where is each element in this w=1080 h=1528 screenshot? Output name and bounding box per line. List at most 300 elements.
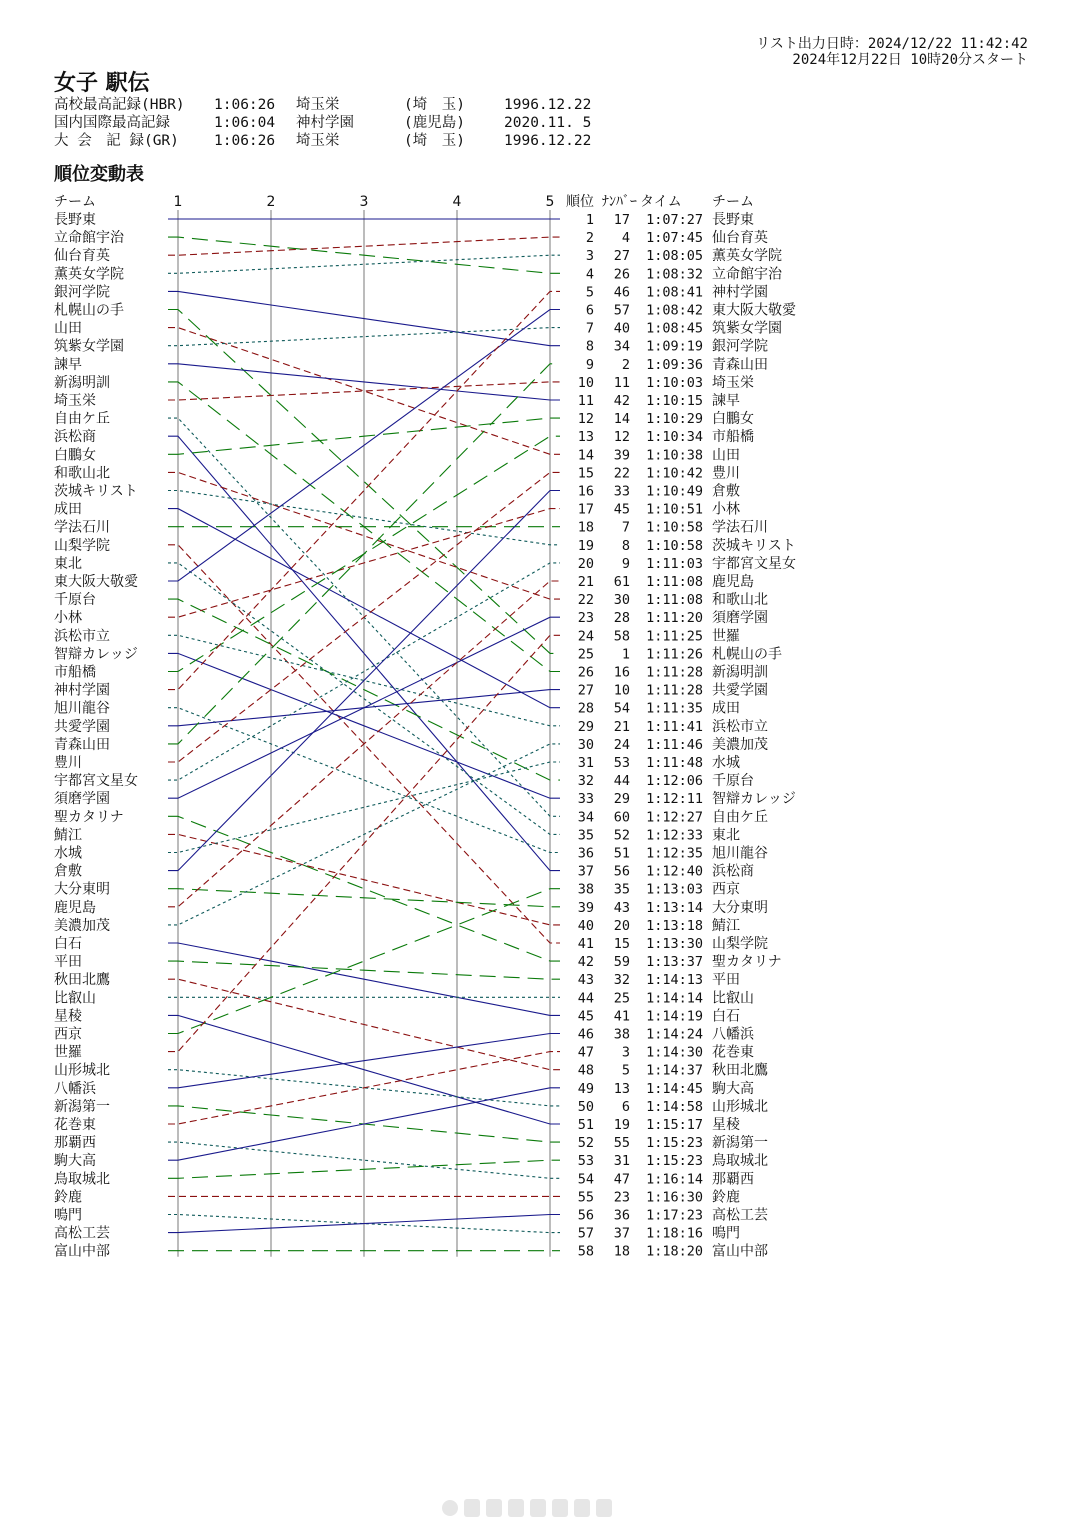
stage-label: 2 <box>266 194 276 210</box>
final-time: 1:11:46 <box>646 736 703 753</box>
final-number: 33 <box>613 483 630 500</box>
stage1-team-label: 浜松商 <box>54 429 96 446</box>
final-time: 1:11:08 <box>646 574 703 590</box>
final-time: 1:11:41 <box>646 718 703 735</box>
stage1-team-label: 鹿児島 <box>54 899 96 916</box>
stage1-team-label: 東大阪大敬愛 <box>54 574 138 590</box>
stage-label: 4 <box>452 194 462 210</box>
final-team: 東北 <box>712 827 740 844</box>
final-rank: 23 <box>577 610 594 627</box>
final-rank: 7 <box>585 320 594 337</box>
final-time: 1:09:19 <box>646 338 703 355</box>
final-rank: 48 <box>577 1062 594 1079</box>
stage1-team-label: 自由ケ丘 <box>54 411 110 428</box>
stage1-team-label: 仙台育英 <box>54 248 110 265</box>
final-number: 23 <box>613 1189 630 1206</box>
final-number: 8 <box>621 537 630 554</box>
final-team: 札幌山の手 <box>712 646 782 663</box>
record-team: 埼玉栄 <box>296 133 340 149</box>
final-number: 28 <box>613 610 630 627</box>
stage1-team-label: 銀河学院 <box>54 284 110 301</box>
stage1-team-label: 世羅 <box>54 1044 82 1061</box>
stage1-team-label: 秋田北鷹 <box>54 972 110 989</box>
final-number: 42 <box>613 393 630 409</box>
stage1-team-label: 和歌山北 <box>54 465 110 482</box>
stage1-team-label: 山田 <box>54 320 82 337</box>
final-time: 1:12:35 <box>646 845 703 862</box>
final-team: 山田 <box>712 447 740 464</box>
final-number: 51 <box>613 845 630 862</box>
stage1-team-label: 美濃加茂 <box>54 917 110 934</box>
final-rank: 46 <box>577 1026 594 1043</box>
final-number: 20 <box>613 917 630 934</box>
final-team: 和歌山北 <box>712 592 768 609</box>
final-time: 1:10:29 <box>646 411 703 428</box>
final-team: 鳥取城北 <box>712 1153 768 1170</box>
stage1-team-label: 長野東 <box>54 212 96 228</box>
final-rank: 22 <box>577 592 594 609</box>
final-number: 45 <box>613 501 630 518</box>
final-rank: 36 <box>577 845 594 862</box>
output-datetime: リスト出力日時：2024/12/22 11:42:42 <box>756 36 1028 52</box>
record-label: 大 会 記 録(GR) <box>54 133 179 149</box>
stage-label: 3 <box>359 194 369 210</box>
final-team: 成田 <box>712 700 740 717</box>
stage1-team-label: 鳴門 <box>54 1207 82 1224</box>
final-number: 52 <box>613 827 630 844</box>
final-time: 1:11:28 <box>646 664 703 681</box>
final-time: 1:12:33 <box>646 827 703 844</box>
record-prefecture: (埼 玉) <box>404 133 465 149</box>
final-team: 共愛学園 <box>712 682 768 699</box>
final-number: 54 <box>613 700 630 717</box>
time-header: タイム <box>640 194 682 210</box>
final-rank: 6 <box>585 302 594 319</box>
final-rank: 57 <box>577 1225 594 1242</box>
record-prefecture: (埼 玉) <box>404 97 465 113</box>
final-team-header: チーム <box>712 194 754 210</box>
final-rank: 55 <box>577 1189 594 1206</box>
final-number: 31 <box>613 1153 630 1170</box>
final-team: 立命館宇治 <box>712 266 782 283</box>
final-time: 1:14:19 <box>646 1008 703 1025</box>
final-number: 10 <box>613 682 630 699</box>
final-team: 神村学園 <box>712 284 768 301</box>
final-number: 40 <box>613 320 630 337</box>
final-rank: 33 <box>577 791 594 808</box>
final-rank: 16 <box>577 483 594 500</box>
number-header: ﾅﾝﾊﾞｰ <box>602 194 637 210</box>
stage1-team-label: 星稜 <box>54 1008 82 1025</box>
final-team: 諫早 <box>712 393 740 409</box>
stage1-team-label: 鳥取城北 <box>54 1171 110 1188</box>
final-rank: 14 <box>577 447 594 464</box>
final-number: 22 <box>613 465 630 482</box>
chart-title: 順位変動表 <box>54 164 144 185</box>
final-team: 秋田北鷹 <box>712 1062 768 1079</box>
stage1-team-label: 西京 <box>54 1026 82 1043</box>
stage1-team-label: 平田 <box>54 954 82 971</box>
final-rank: 47 <box>577 1044 594 1061</box>
final-rank: 45 <box>577 1008 594 1025</box>
record-prefecture: (鹿児島) <box>404 115 465 131</box>
stage1-team-label: 花巻東 <box>54 1117 96 1133</box>
stage1-team-label: 青森山田 <box>54 736 110 753</box>
final-number: 43 <box>613 899 630 916</box>
final-team: 長野東 <box>712 212 754 228</box>
final-team: 山形城北 <box>712 1098 768 1115</box>
stage1-team-label: 山梨学院 <box>54 537 110 554</box>
final-time: 1:13:03 <box>646 881 703 898</box>
final-rank: 4 <box>585 266 594 283</box>
final-rank: 31 <box>577 755 594 771</box>
final-time: 1:15:23 <box>646 1135 703 1152</box>
stage1-team-label: 浜松市立 <box>54 628 110 645</box>
final-time: 1:14:37 <box>646 1062 703 1079</box>
final-team: 智辯カレッジ <box>712 791 796 808</box>
final-rank: 37 <box>577 863 594 880</box>
final-time: 1:08:32 <box>646 266 703 283</box>
final-number: 34 <box>613 338 630 355</box>
final-team: 仙台育英 <box>712 230 768 247</box>
stage1-team-label: 那覇西 <box>54 1135 96 1152</box>
final-rank: 25 <box>577 646 594 663</box>
final-team: 八幡浜 <box>712 1026 754 1043</box>
stage1-team-label: 須磨学園 <box>54 791 110 808</box>
final-rank: 32 <box>577 773 594 790</box>
final-rank: 30 <box>577 736 594 753</box>
final-number: 60 <box>613 809 630 826</box>
stage1-team-label: 東北 <box>54 555 82 572</box>
stage1-team-label: 学法石川 <box>54 519 110 536</box>
final-time: 1:13:18 <box>646 917 703 934</box>
final-rank: 52 <box>577 1135 594 1152</box>
record-team: 埼玉栄 <box>296 97 340 113</box>
final-number: 9 <box>621 555 630 572</box>
final-team: 浜松市立 <box>712 718 768 735</box>
final-rank: 29 <box>577 718 594 735</box>
final-rank: 34 <box>577 809 594 826</box>
final-team: 水城 <box>712 755 740 771</box>
final-rank: 21 <box>577 574 594 590</box>
stage1-team-label: 山形城北 <box>54 1062 110 1079</box>
final-team: 平田 <box>712 972 740 989</box>
final-time: 1:11:28 <box>646 682 703 699</box>
final-team: 那覇西 <box>712 1171 754 1188</box>
final-number: 6 <box>621 1098 630 1115</box>
final-time: 1:12:27 <box>646 809 703 826</box>
final-number: 57 <box>613 302 630 319</box>
final-team: 宇都宮文星女 <box>712 555 796 572</box>
final-time: 1:10:03 <box>646 374 703 391</box>
final-rank: 2 <box>585 230 594 247</box>
stage1-team-label: 聖カタリナ <box>54 809 124 826</box>
final-number: 16 <box>613 664 630 681</box>
final-team: 新潟明訓 <box>712 664 768 681</box>
final-team: 東大阪大敬愛 <box>712 302 796 319</box>
final-time: 1:13:14 <box>646 899 703 916</box>
final-number: 58 <box>613 628 630 645</box>
final-number: 36 <box>613 1207 630 1224</box>
final-time: 1:08:42 <box>646 302 703 319</box>
stage1-team-label: 水城 <box>54 845 82 862</box>
stage1-team-label: 高松工芸 <box>54 1225 110 1242</box>
final-time: 1:14:45 <box>646 1080 703 1097</box>
final-time: 1:12:11 <box>646 791 703 808</box>
final-rank: 40 <box>577 917 594 934</box>
final-number: 59 <box>613 954 630 971</box>
final-number: 47 <box>613 1171 630 1188</box>
final-team: 市船橋 <box>712 429 754 446</box>
stage1-team-label: 千原台 <box>54 592 96 609</box>
final-number: 61 <box>613 574 630 590</box>
record-time: 1:06:26 <box>214 133 276 149</box>
final-time: 1:14:58 <box>646 1098 703 1115</box>
stage1-team-label: 大分東明 <box>54 881 110 898</box>
stage1-team-label: 新潟明訓 <box>54 374 110 391</box>
final-number: 46 <box>613 284 630 301</box>
final-rank: 53 <box>577 1153 594 1170</box>
final-time: 1:11:25 <box>646 628 703 645</box>
final-number: 4 <box>621 230 630 247</box>
stage1-team-label: 埼玉栄 <box>54 393 96 409</box>
record-date: 1996.12.22 <box>504 133 592 149</box>
final-time: 1:09:36 <box>646 356 703 373</box>
final-time: 1:11:48 <box>646 755 703 771</box>
final-number: 29 <box>613 791 630 808</box>
final-time: 1:10:58 <box>646 537 703 554</box>
final-rank: 9 <box>585 356 594 373</box>
stage1-team-label: 白鵬女 <box>54 447 96 464</box>
final-number: 24 <box>613 736 630 753</box>
final-time: 1:14:14 <box>646 990 703 1007</box>
final-number: 41 <box>613 1008 630 1025</box>
final-team: 聖カタリナ <box>712 954 782 971</box>
final-time: 1:13:37 <box>646 954 703 971</box>
watermark-logo <box>440 1493 630 1523</box>
final-team: 西京 <box>712 881 740 898</box>
final-time: 1:14:13 <box>646 972 703 989</box>
final-number: 27 <box>613 248 630 265</box>
final-number: 25 <box>613 990 630 1007</box>
final-time: 1:14:24 <box>646 1026 703 1043</box>
final-time: 1:10:15 <box>646 393 703 409</box>
final-rank: 42 <box>577 954 594 971</box>
final-rank: 15 <box>577 465 594 482</box>
stage1-team-label: 智辯カレッジ <box>54 646 138 663</box>
final-team: 倉敷 <box>712 483 740 500</box>
final-rank: 27 <box>577 682 594 699</box>
final-team: 銀河学院 <box>712 338 768 355</box>
final-rank: 58 <box>577 1243 594 1260</box>
stage-label: 5 <box>545 194 555 210</box>
final-rank: 28 <box>577 700 594 717</box>
stage1-team-label: 宇都宮文星女 <box>54 773 138 790</box>
stage1-team-label: 比叡山 <box>54 990 96 1007</box>
stage1-team-label: 鯖江 <box>54 827 82 844</box>
final-rank: 13 <box>577 429 594 446</box>
final-time: 1:07:45 <box>646 230 703 247</box>
stage1-team-label: 倉敷 <box>54 863 82 880</box>
final-rank: 1 <box>585 212 594 228</box>
final-team: 小林 <box>712 501 740 518</box>
final-time: 1:11:08 <box>646 592 703 609</box>
final-rank: 12 <box>577 411 594 428</box>
final-rank: 20 <box>577 555 594 572</box>
page-title: 女子 駅伝 <box>54 71 150 96</box>
stage1-team-label: 八幡浜 <box>54 1080 96 1097</box>
stage1-team-label: 小林 <box>54 610 82 627</box>
final-time: 1:14:30 <box>646 1044 703 1061</box>
final-rank: 8 <box>585 338 594 355</box>
record-time: 1:06:26 <box>214 97 276 113</box>
final-number: 21 <box>613 718 630 735</box>
stage1-team-label: 諫早 <box>54 356 82 373</box>
final-rank: 38 <box>577 881 594 898</box>
stage1-team-label: 神村学園 <box>54 682 110 699</box>
final-team: 比叡山 <box>712 990 754 1007</box>
final-team: 白鵬女 <box>712 411 754 428</box>
final-time: 1:12:40 <box>646 863 703 880</box>
final-time: 1:16:30 <box>646 1189 703 1206</box>
final-rank: 26 <box>577 664 594 681</box>
stage1-team-label: 白石 <box>54 936 82 952</box>
final-team: 鳴門 <box>712 1225 740 1242</box>
stage1-team-label: 札幌山の手 <box>54 302 124 319</box>
final-number: 15 <box>613 936 630 952</box>
left-team-header: チーム <box>54 194 96 210</box>
final-number: 35 <box>613 881 630 898</box>
final-time: 1:18:16 <box>646 1225 703 1242</box>
final-time: 1:11:03 <box>646 555 703 572</box>
final-time: 1:10:34 <box>646 429 703 446</box>
final-time: 1:13:30 <box>646 936 703 952</box>
final-time: 1:07:27 <box>646 212 703 228</box>
final-team: 茨城キリスト <box>712 537 796 554</box>
final-number: 30 <box>613 592 630 609</box>
stage1-team-label: 新潟第一 <box>54 1098 110 1115</box>
final-rank: 50 <box>577 1098 594 1115</box>
final-rank: 51 <box>577 1117 594 1133</box>
final-number: 44 <box>613 773 630 790</box>
final-rank: 54 <box>577 1171 594 1188</box>
final-time: 1:15:17 <box>646 1117 703 1133</box>
final-time: 1:10:42 <box>646 465 703 482</box>
record-team: 神村学園 <box>296 115 354 131</box>
final-number: 14 <box>613 411 630 428</box>
final-time: 1:12:06 <box>646 773 703 790</box>
final-rank: 49 <box>577 1080 594 1097</box>
final-number: 19 <box>613 1117 630 1133</box>
final-team: 浜松商 <box>712 863 754 880</box>
final-number: 56 <box>613 863 630 880</box>
final-time: 1:08:45 <box>646 320 703 337</box>
final-team: 筑紫女学園 <box>712 320 782 337</box>
final-time: 1:08:05 <box>646 248 703 265</box>
final-number: 53 <box>613 755 630 771</box>
final-time: 1:11:35 <box>646 700 703 717</box>
final-time: 1:11:20 <box>646 610 703 627</box>
final-team: 白石 <box>712 1008 740 1025</box>
final-number: 39 <box>613 447 630 464</box>
final-time: 1:11:26 <box>646 646 703 663</box>
final-number: 55 <box>613 1135 630 1152</box>
final-number: 5 <box>621 1062 630 1079</box>
final-team: 鈴鹿 <box>712 1189 740 1206</box>
record-label: 国内国際最高記録 <box>54 115 170 131</box>
final-time: 1:10:49 <box>646 483 703 500</box>
final-time: 1:15:23 <box>646 1153 703 1170</box>
final-number: 18 <box>613 1243 630 1260</box>
final-number: 37 <box>613 1225 630 1242</box>
final-team: 須磨学園 <box>712 610 768 627</box>
final-team: 大分東明 <box>712 899 768 916</box>
final-time: 1:10:38 <box>646 447 703 464</box>
final-team: 鹿児島 <box>712 574 754 590</box>
final-number: 1 <box>621 646 630 663</box>
final-number: 7 <box>621 519 630 536</box>
final-number: 11 <box>613 374 630 391</box>
stage1-team-label: 立命館宇治 <box>54 230 124 247</box>
final-team: 薫英女学院 <box>712 248 782 265</box>
final-rank: 5 <box>585 284 594 301</box>
final-number: 26 <box>613 266 630 283</box>
final-team: 美濃加茂 <box>712 736 768 753</box>
final-team: 自由ケ丘 <box>712 809 768 826</box>
final-team: 花巻東 <box>712 1044 754 1061</box>
final-number: 13 <box>613 1080 630 1097</box>
stage1-team-label: 鈴鹿 <box>54 1189 82 1206</box>
final-time: 1:17:23 <box>646 1207 703 1224</box>
final-team: 鯖江 <box>712 917 740 934</box>
record-date: 1996.12.22 <box>504 97 592 113</box>
final-team: 高松工芸 <box>712 1207 768 1224</box>
stage1-team-label: 豊川 <box>54 755 82 771</box>
final-number: 3 <box>621 1044 630 1061</box>
final-team: 千原台 <box>712 773 754 790</box>
final-rank: 11 <box>577 393 594 409</box>
final-rank: 19 <box>577 537 594 554</box>
start-time: 2024年12月22日 10時20分スタート <box>792 52 1028 68</box>
final-rank: 10 <box>577 374 594 391</box>
final-team: 学法石川 <box>712 519 768 536</box>
final-rank: 17 <box>577 501 594 518</box>
final-number: 2 <box>621 356 630 373</box>
final-rank: 39 <box>577 899 594 916</box>
stage1-team-label: 共愛学園 <box>54 718 110 735</box>
final-team: 世羅 <box>712 628 740 645</box>
record-date: 2020.11. 5 <box>504 115 592 131</box>
final-team: 埼玉栄 <box>712 374 754 391</box>
final-rank: 43 <box>577 972 594 989</box>
final-rank: 3 <box>585 248 594 265</box>
final-rank: 44 <box>577 990 594 1007</box>
final-number: 17 <box>613 212 630 228</box>
final-team: 富山中部 <box>712 1243 768 1260</box>
final-rank: 56 <box>577 1207 594 1224</box>
stage1-team-label: 薫英女学院 <box>54 266 124 283</box>
final-team: 旭川龍谷 <box>712 845 768 862</box>
final-time: 1:08:41 <box>646 284 703 301</box>
stage1-team-label: 筑紫女学園 <box>54 338 124 355</box>
final-number: 12 <box>613 429 630 446</box>
final-time: 1:16:14 <box>646 1171 703 1188</box>
stage1-team-label: 茨城キリスト <box>54 483 138 500</box>
stage1-team-label: 成田 <box>54 501 82 518</box>
rank-header: 順位 <box>566 194 594 210</box>
stage1-team-label: 旭川龍谷 <box>54 700 110 717</box>
final-time: 1:18:20 <box>646 1243 703 1260</box>
